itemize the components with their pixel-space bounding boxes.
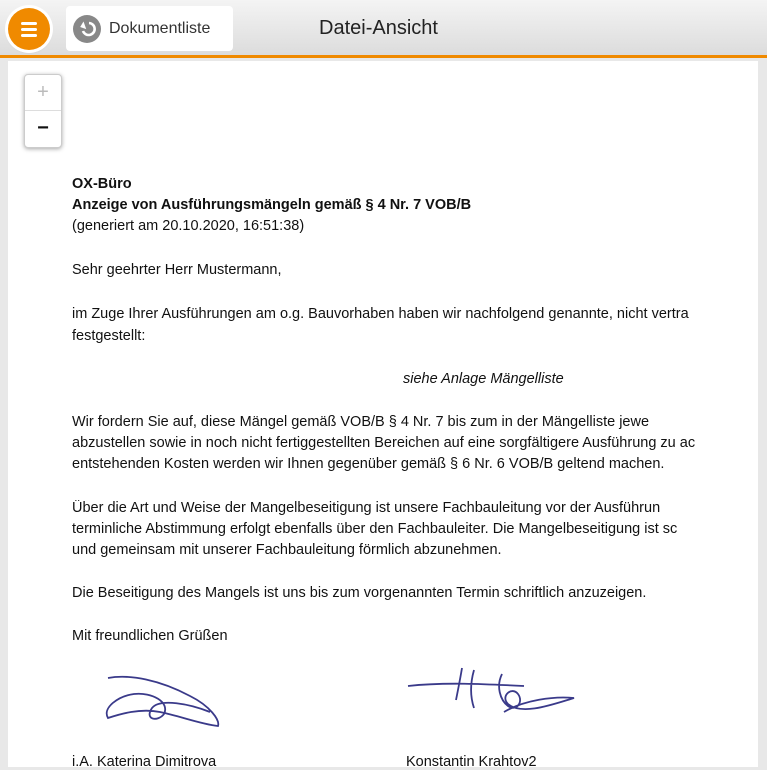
doc-subject: Anzeige von Ausführungsmängeln gemäß § 4 Nr. 7 VOB/B <box>72 197 472 213</box>
zoom-out-button[interactable]: − <box>37 117 49 139</box>
doc-para4: Die Beseitigung des Mangels ist uns bis zum vorgenannten Termin schriftlich anzuzeigen. <box>72 585 647 601</box>
doc-signer-1: i.A. Katerina Dimitrova <box>72 754 217 770</box>
doc-para2-line1: Wir fordern Sie auf, diese Mängel gemäß VOB/B § 4 Nr. 7 bis zum in der Mängelliste jewe <box>72 414 650 430</box>
doc-para3-line1: Über die Art und Weise der Mangelbeseitigung ist unsere Fachbauleitung vor der Ausführun <box>72 500 661 516</box>
app-header <box>0 0 767 58</box>
doc-company: OX-Büro <box>72 176 132 192</box>
doc-para2-line2: abzustellen sowie in noch nicht fertiggestellten Bereichen auf eine sorgfältigere Ausführung zu ac <box>72 435 696 451</box>
page-title: Datei-Ansicht <box>319 17 438 39</box>
back-button-label: Dokumentliste <box>109 20 211 37</box>
menu-button[interactable] <box>8 8 50 50</box>
back-arrow-icon <box>73 15 101 43</box>
back-button[interactable] <box>66 6 233 51</box>
doc-para3-line3: und gemeinsam mit unserer Fachbauleitung förmlich abzunehmen. <box>72 542 502 558</box>
signature-2 <box>404 656 584 728</box>
doc-para2-line3: entstehenden Kosten werden wir Ihnen gegenüber gemäß § 6 Nr. 6 VOB/B geltend machen. <box>72 456 665 472</box>
doc-para1-line2: festgestellt: <box>72 328 146 344</box>
doc-closing: Mit freundlichen Grüßen <box>72 628 228 644</box>
doc-signer-2: Konstantin Krahtov2 <box>406 754 537 770</box>
zoom-in-button[interactable]: + <box>25 75 61 111</box>
doc-attachment-note: siehe Anlage Mängelliste <box>403 371 564 387</box>
doc-para1-line1: im Zuge Ihrer Ausführungen am o.g. Bauvorhaben haben wir nachfolgend genannte, nicht vertra <box>72 306 689 322</box>
doc-salutation: Sehr geehrter Herr Mustermann, <box>72 262 282 278</box>
signature-1 <box>100 668 230 732</box>
doc-para3-line2: terminliche Abstimmung erfolgt ebenfalls über den Fachbauleiter. Die Mangelbeseitigung ist sc <box>72 521 678 537</box>
doc-generated: (generiert am 20.10.2020, 16:51:38) <box>72 218 305 234</box>
zoom-control <box>24 74 62 148</box>
menu-icon <box>21 22 37 25</box>
